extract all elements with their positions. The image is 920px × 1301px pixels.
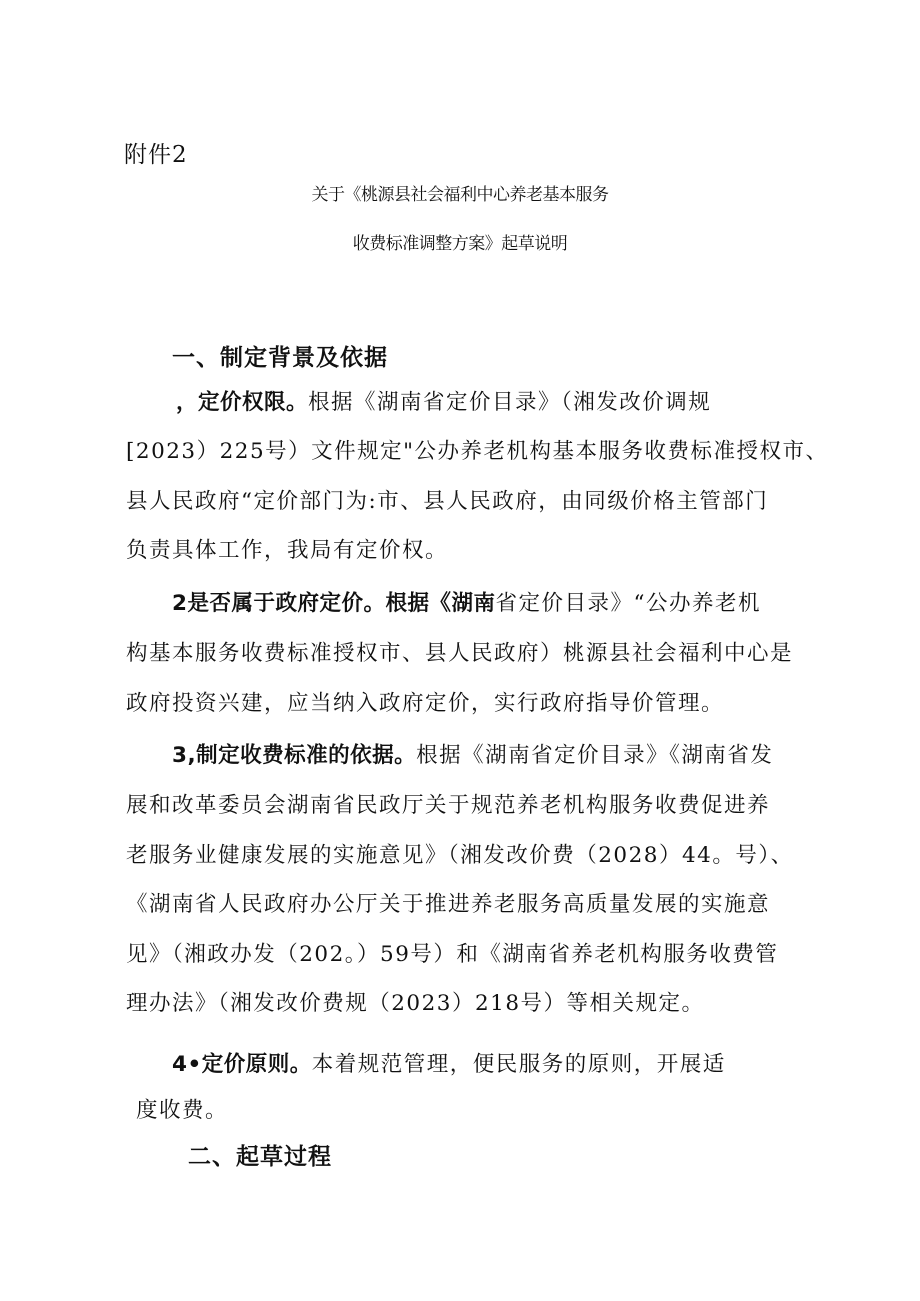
- para-3-line-4: 《湖南省人民政府办公厅关于推进养老服务高质量发展的实施意: [126, 892, 771, 917]
- para-1-line-1: [176, 385, 711, 416]
- para-3-lead: 3,制定收费标准的依据。: [172, 743, 417, 768]
- para-4-line-2: 度收费。: [136, 1098, 229, 1123]
- document-title-line-2: 收费标准调整方案》起草说明: [352, 234, 568, 254]
- section-1-heading: 一、制定背景及依据: [172, 345, 388, 371]
- para-1-line-2: [2023）225号）文件规定"公办养老机构基本服务收费标准授权市、: [126, 439, 829, 464]
- para-3-line-6: 理办法》（湘发改价费规（2023）218号）等相关规定。: [126, 991, 705, 1016]
- para-2-line-1: [172, 586, 761, 617]
- para-1-line-4: 负责具体工作，我局有定价权。: [126, 538, 449, 563]
- document-title-line-1: 关于《桃源县社会福利中心养老基本服务: [311, 185, 609, 205]
- para-4-line-1-text: 本着规范管理，便民服务的原则，开展适: [311, 1052, 726, 1077]
- attachment-label: 附件2: [124, 142, 188, 168]
- para-1-line-3: 县人民政府“定价部门为:市、县人民政府，由同级价格主管部门: [126, 489, 769, 514]
- para-4-lead: 4•定价原则。: [172, 1052, 312, 1077]
- para-3-line-1-text: 根据《湖南省定价目录》《湖南省发: [416, 743, 774, 768]
- para-3-line-2: 展和改革委员会湖南省民政厅关于规范养老机构服务收费促进养: [126, 793, 771, 818]
- para-2-line-2: 构基本服务收费标准授权市、县人民政府）桃源县社会福利中心是: [126, 641, 794, 666]
- para-4-line-1: [172, 1047, 726, 1078]
- section-2-heading: 二、起草过程: [188, 1144, 332, 1170]
- para-1-lead: ，定价权限。: [176, 390, 309, 415]
- para-1-line-1-text: 根据《湖南省定价目录》（湘发改价调规: [308, 390, 712, 415]
- para-2-line-3: 政府投资兴建，应当纳入政府定价，实行政府指导价管理。: [126, 691, 725, 716]
- para-3-line-3: 老服务业健康发展的实施意见》（湘发改价费（2028）44。号）、: [126, 843, 794, 868]
- para-3-line-1: [172, 738, 773, 769]
- para-3-line-5: 见》（湘政办发（202。）59号）和《湖南省养老机构服务收费管: [126, 942, 779, 967]
- para-2-lead: 2是否属于政府定价。根据《湖南: [172, 591, 496, 616]
- para-2-line-1-text: 省定价目录》“公办养老机: [495, 591, 761, 616]
